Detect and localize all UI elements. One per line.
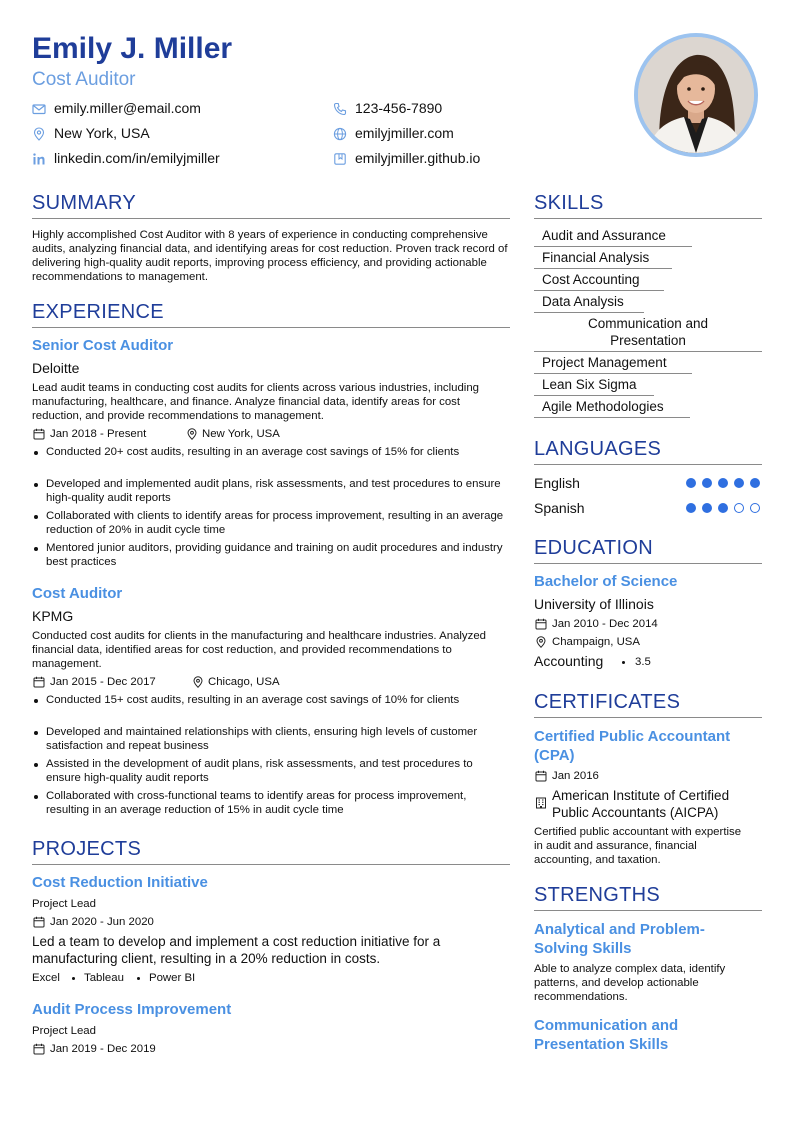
- strength-name: Analytical and Problem-Solving Skills: [534, 921, 705, 957]
- job-description: Conducted cost audits for clients in the manufacturing and healthcare industries. Analyzed financial data, identified areas for cost reduction, and provided recommendations to management.: [32, 630, 486, 670]
- skill-tag: Cost Accounting: [542, 272, 640, 287]
- job-location: New York, USA: [202, 428, 280, 440]
- skills-divider: [534, 218, 762, 219]
- education-field: Accounting: [534, 653, 604, 669]
- level-dot: [718, 503, 728, 513]
- location-pin-icon: [186, 428, 198, 440]
- school-name: University of Illinois: [534, 596, 654, 612]
- bullet-dot: [34, 731, 38, 735]
- location-text: New York, USA: [54, 125, 150, 141]
- language-name: English: [534, 475, 580, 491]
- project-description: Led a team to develop and implement a cost reduction initiative for a manufacturing client, resulting in a 20% reduction in costs.: [32, 934, 441, 966]
- project-name: Audit Process Improvement: [32, 1001, 232, 1018]
- projects-divider: [32, 864, 510, 865]
- education-dates: Jan 2010 - Dec 2014: [552, 618, 658, 630]
- job-company: KPMG: [32, 608, 74, 624]
- phone-number[interactable]: 123-456-7890: [355, 100, 443, 116]
- location-pin-icon: [535, 636, 547, 648]
- skill-tag: Communication and Presentation: [587, 316, 709, 348]
- skill-tag: Agile Methodologies: [542, 399, 664, 414]
- profile-photo: [634, 33, 758, 157]
- bullet-dot: [34, 547, 38, 551]
- experience-heading: EXPERIENCE: [32, 301, 164, 323]
- job-bullet: Developed and implemented audit plans, risk assessments, and test procedures to ensure high-quality audit reports: [46, 478, 501, 504]
- strength-name: Communication and Presentation Skills: [534, 1017, 679, 1053]
- education-divider: [534, 563, 762, 564]
- skill-tag: Financial Analysis: [542, 250, 650, 265]
- mail-icon: [32, 102, 46, 116]
- calendar-icon: [535, 618, 547, 630]
- bullet-dot: [34, 795, 38, 799]
- project-role: Project Lead: [32, 1025, 96, 1037]
- certificates-heading: CERTIFICATES: [534, 691, 681, 713]
- separator-dot: [622, 661, 625, 664]
- skill-tag: Audit and Assurance: [542, 228, 666, 243]
- level-dot: [734, 478, 744, 488]
- skill-underline: [534, 417, 690, 418]
- project-tool: Power BI: [149, 972, 196, 984]
- job-location: Chicago, USA: [208, 676, 280, 688]
- skill-tag: Lean Six Sigma: [542, 377, 637, 392]
- institution-icon: [535, 797, 547, 809]
- strengths-divider: [534, 910, 762, 911]
- skill-underline: [534, 268, 672, 269]
- bullet-dot: [34, 451, 38, 455]
- level-dot: [718, 478, 728, 488]
- project-role: Project Lead: [32, 898, 96, 910]
- summary-text: Highly accomplished Cost Auditor with 8 years of experience in conducting comprehensive audits, analyzing financial data, and identifying areas for cost reduction. Proven track record of delivering high-quality audit reports, improving process efficiency, and providing actionable recommendations to management.: [32, 229, 508, 283]
- calendar-icon: [33, 1043, 45, 1055]
- job-bullet: Conducted 15+ cost audits, resulting in an average cost savings of 10% for clients: [46, 694, 460, 706]
- project-dates: Jan 2020 - Jun 2020: [50, 916, 154, 928]
- education-gpa: 3.5: [635, 656, 651, 668]
- job-role: Senior Cost Auditor: [32, 337, 174, 354]
- job-bullet: Assisted in the development of audit plans, risk assessments, and test procedures to ensure high-quality audit reports: [46, 758, 473, 784]
- level-dot: [702, 503, 712, 513]
- job-company: Deloitte: [32, 360, 80, 376]
- certificate-name: Certified Public Accountant (CPA): [534, 728, 731, 764]
- job-bullet: Collaborated with clients to identify areas for process improvement, resulting in an average reduction of 20% in audit cycle time: [46, 510, 504, 536]
- skill-underline: [534, 312, 644, 313]
- job-role: Cost Auditor: [32, 585, 123, 602]
- email-link[interactable]: emily.miller@email.com: [54, 100, 201, 116]
- location-pin-icon: [192, 676, 204, 688]
- job-bullet: Mentored junior auditors, providing guidance and training on audit procedures and industry best practices: [46, 542, 503, 568]
- languages-divider: [534, 464, 762, 465]
- location-pin-icon: [32, 127, 46, 141]
- certificate-description: Certified public accountant with expertise in audit and assurance, financial accounting, and taxation.: [534, 826, 742, 866]
- level-dot: [686, 478, 696, 488]
- job-dates: Jan 2015 - Dec 2017: [50, 676, 156, 688]
- separator-dot: [137, 977, 140, 980]
- candidate-name: Emily J. Miller: [32, 32, 233, 65]
- skills-heading: SKILLS: [534, 192, 604, 214]
- project-name: Cost Reduction Initiative: [32, 874, 208, 891]
- level-dot: [750, 478, 760, 488]
- degree-title: Bachelor of Science: [534, 573, 678, 590]
- skill-underline: [534, 290, 664, 291]
- calendar-icon: [33, 916, 45, 928]
- linkedin-icon: [32, 152, 46, 166]
- bullet-dot: [34, 483, 38, 487]
- projects-heading: PROJECTS: [32, 838, 142, 860]
- summary-divider: [32, 218, 510, 219]
- level-dot: [734, 503, 744, 513]
- project-tool: Excel: [32, 972, 60, 984]
- bullet-dot: [34, 699, 38, 703]
- education-heading: EDUCATION: [534, 537, 653, 559]
- project-tool: Tableau: [84, 972, 124, 984]
- calendar-icon: [33, 676, 45, 688]
- bullet-dot: [34, 515, 38, 519]
- language-name: Spanish: [534, 500, 585, 516]
- project-dates: Jan 2019 - Dec 2019: [50, 1043, 156, 1055]
- job-bullet: Collaborated with cross-functional teams to identify areas for process improvement, resulting in an average reduction of 15% in audit cycle time: [46, 790, 467, 816]
- skill-tag: Data Analysis: [542, 294, 624, 309]
- job-bullet: Developed and maintained relationships with clients, ensuring high levels of customer satisfaction and repeat business: [46, 726, 478, 752]
- candidate-title: Cost Auditor: [32, 69, 136, 90]
- skill-tag: Project Management: [542, 355, 667, 370]
- certificate-date: Jan 2016: [552, 770, 599, 782]
- github-link[interactable]: emilyjmiller.github.io: [355, 150, 481, 166]
- calendar-icon: [33, 428, 45, 440]
- globe-icon: [333, 127, 347, 141]
- website-link[interactable]: emilyjmiller.com: [355, 125, 454, 141]
- level-dot: [702, 478, 712, 488]
- experience-divider: [32, 327, 510, 328]
- summary-heading: SUMMARY: [32, 192, 136, 214]
- strength-description: Able to analyze complex data, identify patterns, and develop actionable recommendations.: [534, 963, 726, 1003]
- certificates-divider: [534, 717, 762, 718]
- calendar-icon: [535, 770, 547, 782]
- job-description: Lead audit teams in conducting cost audits for clients across various industries, including manufacturing, healthcare, and finance. Analyze financial data, identify areas for cost reduction, and provide recommendations to management.: [32, 382, 480, 422]
- avatar-illustration: [638, 37, 754, 153]
- strengths-heading: STRENGTHS: [534, 884, 661, 906]
- skill-underline: [534, 395, 654, 396]
- education-location: Champaign, USA: [552, 636, 641, 648]
- portfolio-icon: [333, 152, 347, 166]
- skill-underline: [534, 373, 692, 374]
- job-dates: Jan 2018 - Present: [50, 428, 147, 440]
- languages-heading: LANGUAGES: [534, 438, 662, 460]
- skill-underline: [534, 246, 692, 247]
- job-bullet: Conducted 20+ cost audits, resulting in an average cost savings of 15% for clients: [46, 446, 460, 458]
- separator-dot: [72, 977, 75, 980]
- skill-underline: [534, 351, 762, 352]
- certificate-issuer: American Institute of Certified Public Accountants (AICPA): [552, 788, 730, 820]
- level-dot: [686, 503, 696, 513]
- level-dot: [750, 503, 760, 513]
- bullet-dot: [34, 763, 38, 767]
- phone-icon: [333, 102, 347, 116]
- linkedin-link[interactable]: linkedin.com/in/emilyjmiller: [54, 150, 220, 166]
